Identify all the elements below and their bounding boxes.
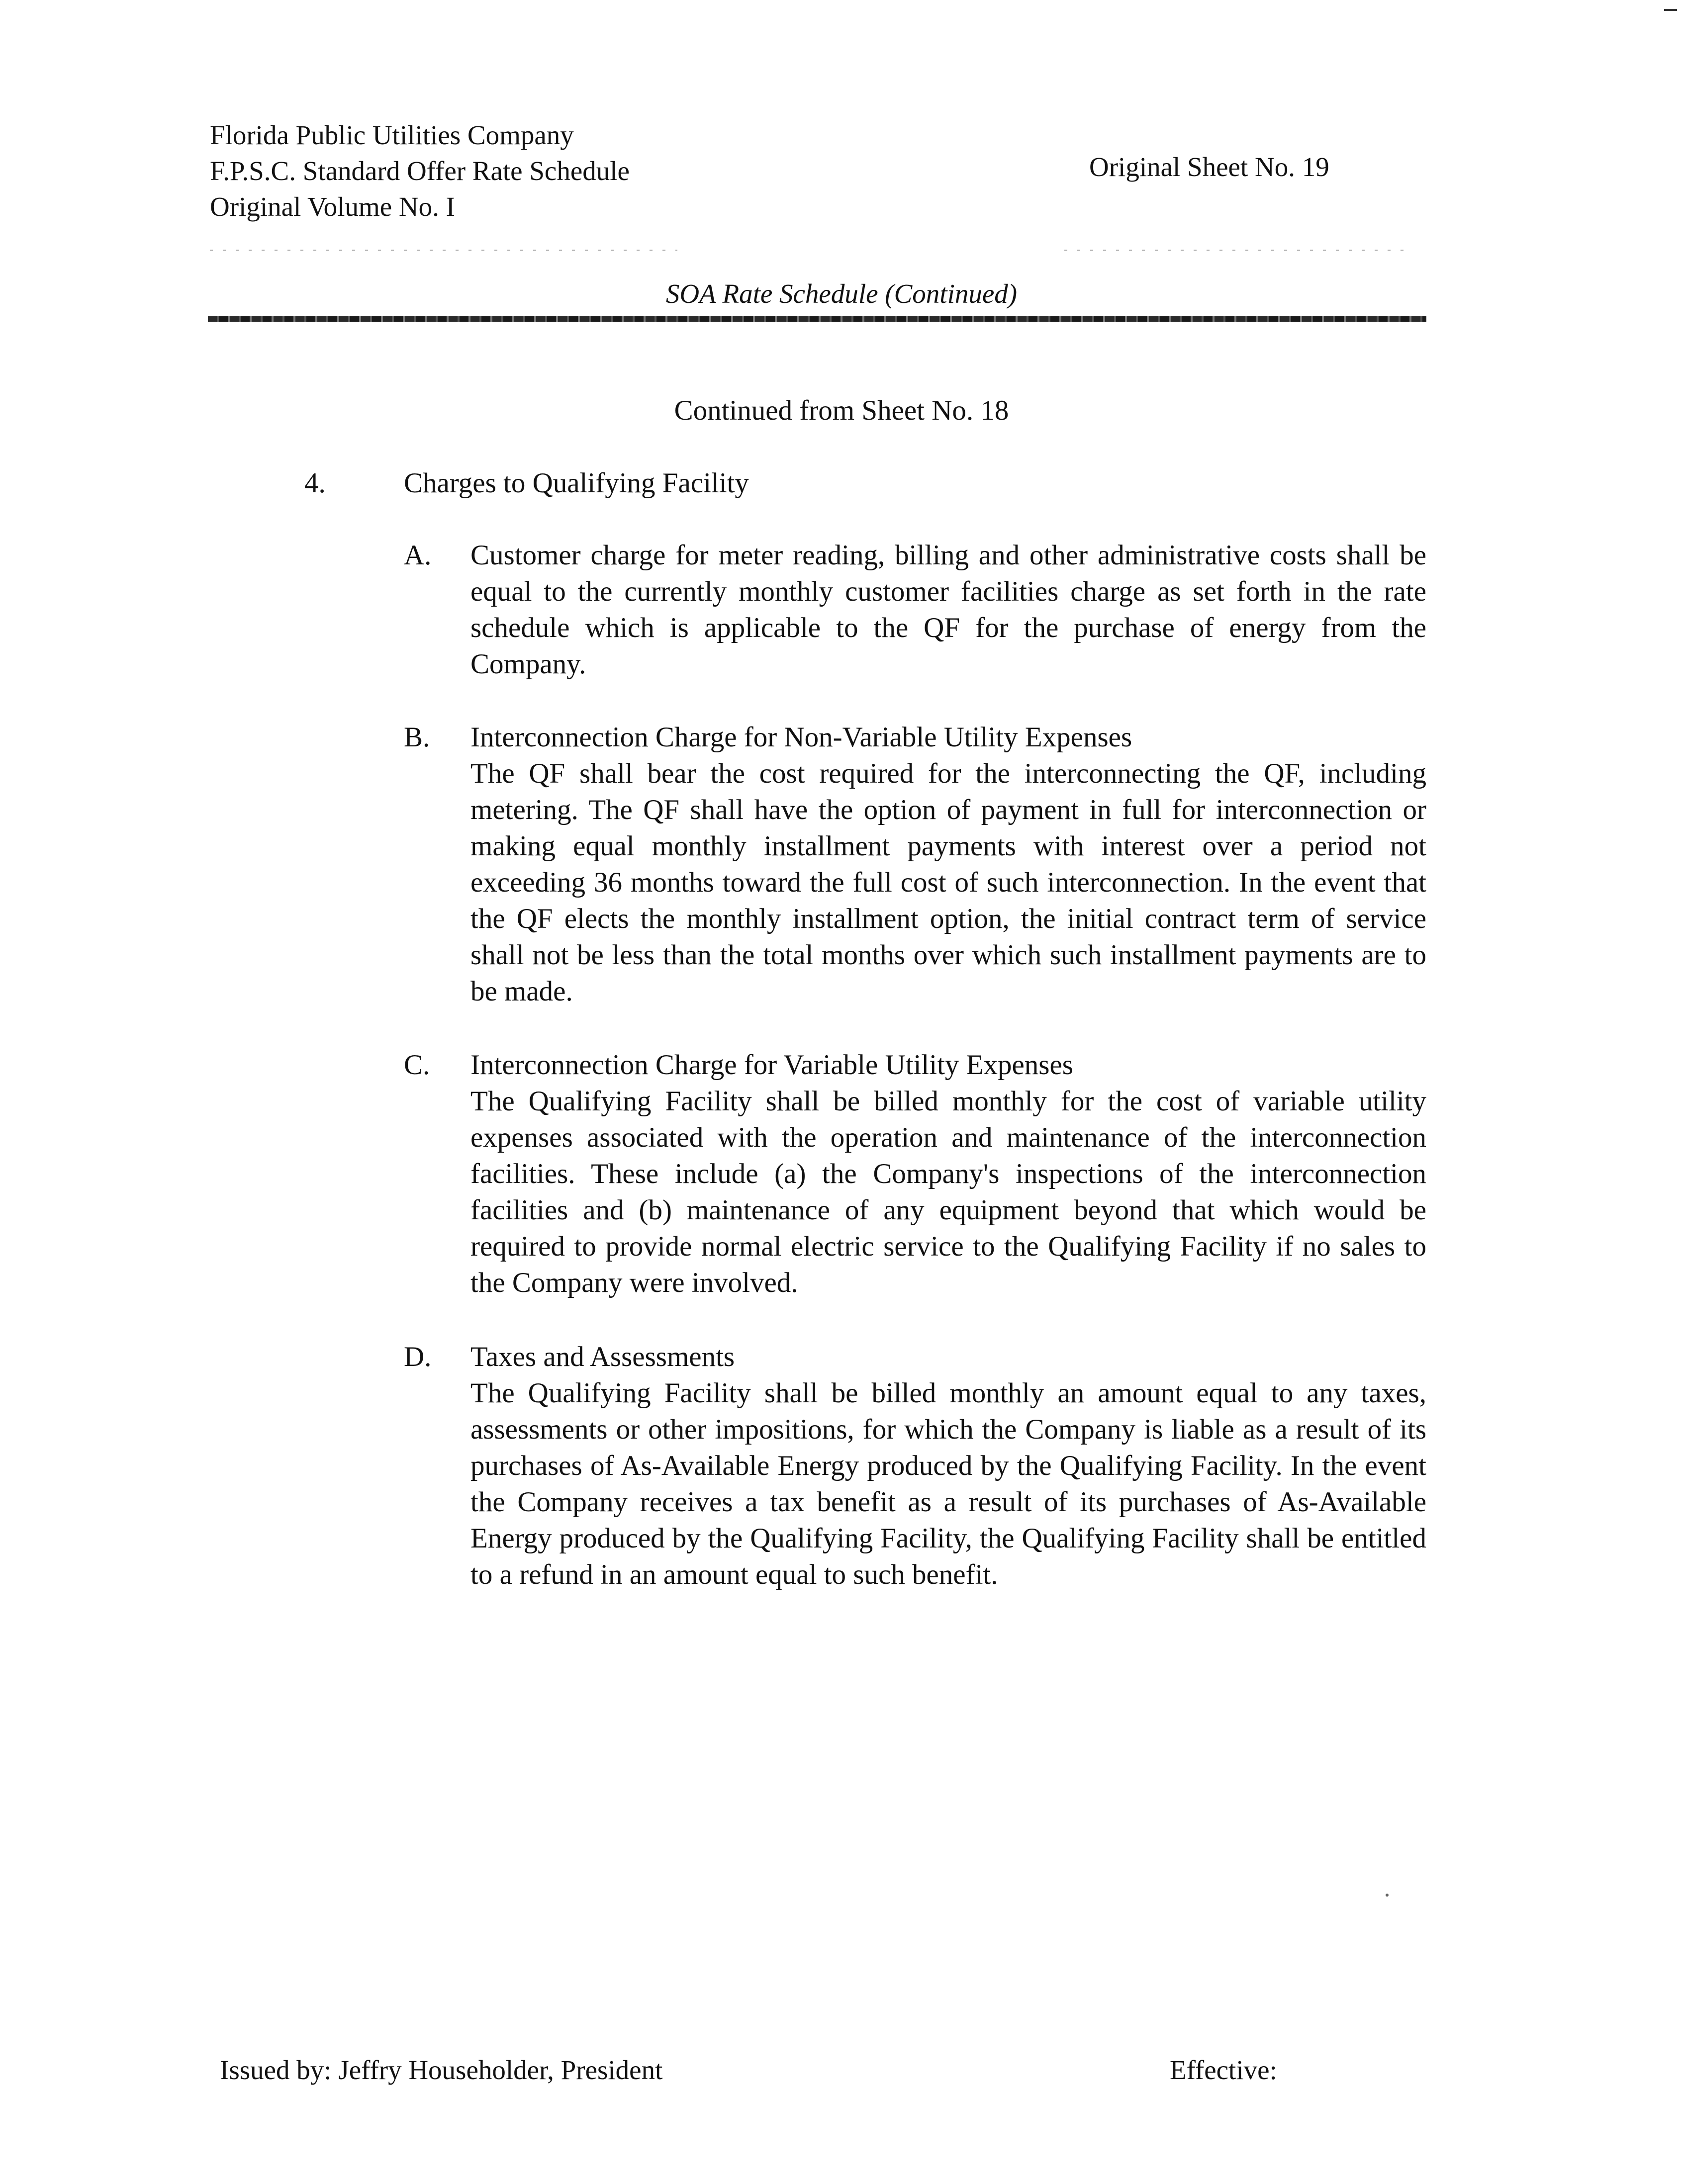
header-dotted-rule-left [210,250,677,251]
effective-label: Effective: [1170,2055,1277,2085]
item-letter: D. [404,1341,432,1372]
item-letter: C. [404,1049,430,1081]
item-text: The Qualifying Facility shall be billed monthly an amount equal to any taxes, assessments or other impositions, for which the Company is liable as a result of its purchases of As-Available Energy produced by the Qualifying Facility. In the event the Company receives a tax benefit as a result of its purchases of As-Available Energy produced by the Qualifying Facility, the Qualifying Facility shall be entitled to a refund in an amount equal to such benefit. [470,1377,1426,1590]
item-text: The QF shall bear the cost required for the interconnecting the QF, including metering. The QF shall have the option of payment in full for interconnection or making equal monthly installment payments with interest over a period not exceeding 36 months toward the full cost of such interconnection. In the event that the QF elects the monthly installment option, the initial contract term of service shall not be less than the total months over which such installment payments are to be made. [470,758,1426,1007]
item-title: Interconnection Charge for Variable Utility Expenses [470,1049,1073,1081]
item-letter: B. [404,722,430,753]
item-body [470,537,1426,682]
item-title: Interconnection Charge for Non-Variable Utility Expenses [470,722,1132,753]
schedule-title: SOA Rate Schedule (Continued) [665,278,1018,309]
item-letter: A. [404,540,432,571]
company-name: Florida Public Utilities Company [210,120,574,150]
item-title: Taxes and Assessments [470,1341,735,1372]
header-dotted-rule-right [1064,250,1412,251]
item-body [470,1339,1426,1593]
issued-by: Issued by: Jeffry Householder, President [220,2055,663,2085]
item-text: Customer charge for meter reading, billing and other administrative costs shall be equal to the currently monthly customer facilities charge as set forth in the rate schedule which is applicable to the QF for the purchase of energy from the Company. [470,540,1426,680]
continued-from: Continued from Sheet No. 18 [674,395,1009,426]
scan-speck [1386,1894,1389,1897]
item-text: The Qualifying Facility shall be billed monthly for the cost of variable utility expenses associated with the operation and maintenance of the interconnection facilities. These include (a) the Company's inspections of the interconnection facilities and (b) maintenance of any equipment beyond that which would be required to provide normal electric service to the Qualifying Facility if no sales to the Company were involved. [470,1086,1426,1298]
item-body [470,719,1426,1009]
item-body [470,1047,1426,1301]
schedule-name: F.P.S.C. Standard Offer Rate Schedule [210,156,630,186]
section-number: 4. [304,467,326,499]
sheet-number: Original Sheet No. 19 [1089,152,1329,182]
volume-label: Original Volume No. I [210,191,455,222]
scan-mark [1664,9,1677,11]
header-left [210,117,630,225]
section-title: Charges to Qualifying Facility [404,467,749,499]
title-divider [208,316,1426,322]
